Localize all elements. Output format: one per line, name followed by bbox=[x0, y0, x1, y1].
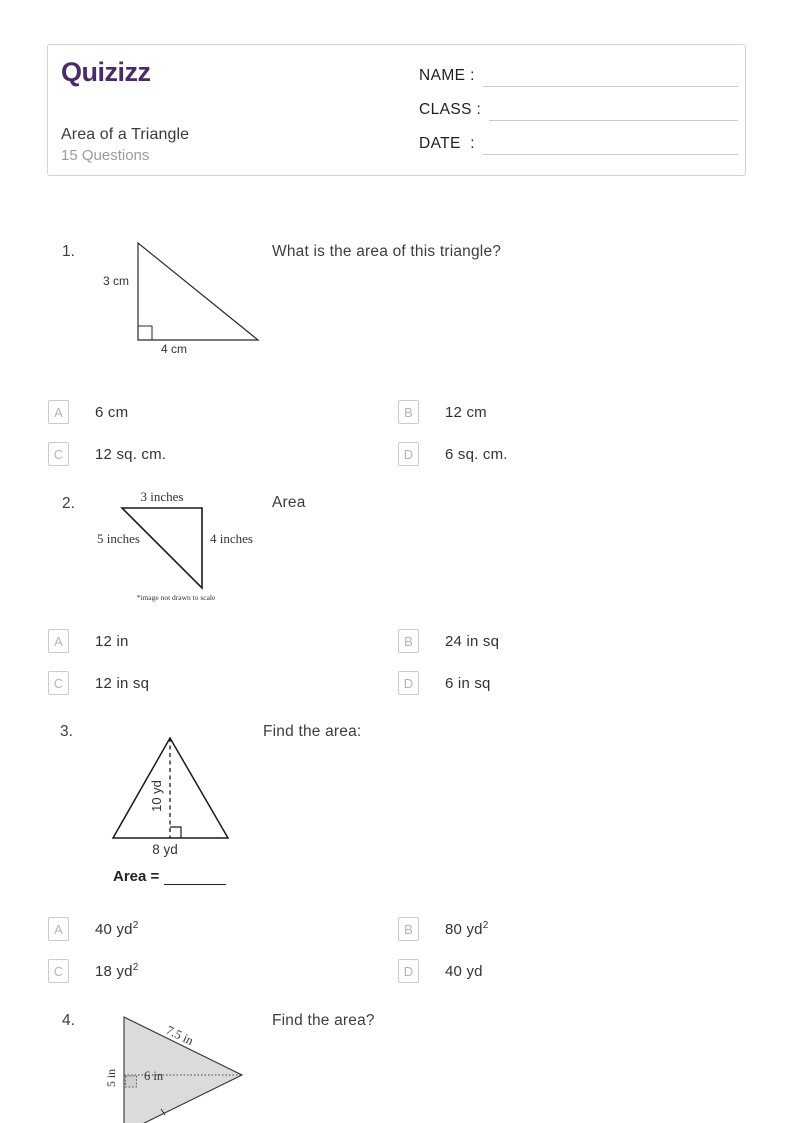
q4-left-side-label: 5 in bbox=[104, 1068, 118, 1088]
q1-option-c bbox=[48, 442, 166, 466]
name-field-row bbox=[419, 63, 738, 87]
q1-option-a-text: 6 cm bbox=[95, 403, 129, 421]
q1-base-label: 4 cm bbox=[161, 342, 188, 356]
question-3-triangle-figure bbox=[105, 730, 247, 862]
question-2-prompt: Area bbox=[272, 494, 306, 511]
q3-area-answer-line bbox=[113, 868, 226, 885]
q3-area-label: Area = bbox=[113, 868, 160, 885]
question-4-triangle-figure bbox=[100, 1014, 255, 1123]
question-1-triangle-figure bbox=[95, 233, 270, 361]
q2-option-d-letter: D bbox=[398, 671, 419, 695]
q1-option-d bbox=[398, 442, 508, 466]
q3-option-d-letter: D bbox=[398, 959, 419, 983]
q2-option-b-text: 24 in sq bbox=[445, 632, 500, 650]
q2-option-a-letter: A bbox=[48, 629, 69, 653]
q1-option-c-text: 12 sq. cm. bbox=[95, 445, 167, 463]
date-field-label: DATE : bbox=[419, 135, 475, 152]
q3-option-a-letter: A bbox=[48, 917, 69, 941]
q3-option-b-superscript: 2 bbox=[482, 920, 489, 931]
q2-option-a-text: 12 in bbox=[95, 632, 129, 650]
name-write-line bbox=[483, 67, 738, 87]
worksheet-title: Area of a Triangle bbox=[61, 126, 190, 143]
q1-option-b-letter: B bbox=[398, 400, 419, 424]
question-3-number: 3. bbox=[60, 723, 73, 740]
right-triangle-shape bbox=[138, 243, 258, 340]
question-1-prompt: What is the area of this triangle? bbox=[272, 243, 502, 260]
q3-option-d-text: 40 yd bbox=[445, 962, 483, 980]
q3-base-label: 8 yd bbox=[152, 842, 178, 857]
q2-option-a bbox=[48, 629, 129, 653]
q2-option-b bbox=[398, 629, 499, 653]
question-4-prompt: Find the area? bbox=[272, 1012, 375, 1029]
class-field-label: CLASS : bbox=[419, 101, 482, 118]
q3-option-a-superscript: 2 bbox=[132, 920, 139, 931]
question-count: 15 Questions bbox=[61, 147, 150, 164]
q2-option-c-text: 12 in sq bbox=[95, 674, 150, 692]
q3-option-c-letter: C bbox=[48, 959, 69, 983]
q2-top-side-label: 3 inches bbox=[140, 489, 184, 504]
question-2-triangle-figure bbox=[88, 487, 270, 607]
q2-option-c-letter: C bbox=[48, 671, 69, 695]
q3-option-a-text: 40 $yd^2$ bbox=[95, 920, 139, 938]
q2-option-d bbox=[398, 671, 491, 695]
q2-option-d-text: 6 in sq bbox=[445, 674, 491, 692]
q1-option-d-letter: D bbox=[398, 442, 419, 466]
q3-option-c bbox=[48, 959, 138, 983]
date-field-row bbox=[419, 131, 738, 155]
q3-height-label: 10 yd bbox=[149, 780, 164, 812]
question-4-number: 4. bbox=[62, 1012, 75, 1029]
q3-option-c-superscript: 2 bbox=[132, 962, 139, 973]
right-angle-marker bbox=[126, 1076, 137, 1087]
question-3-prompt: Find the area: bbox=[263, 723, 362, 740]
q3-option-b bbox=[398, 917, 488, 941]
q3-option-b-letter: B bbox=[398, 917, 419, 941]
q2-hypotenuse-label: 5 inches bbox=[97, 531, 140, 546]
q4-hypotenuse-label: 7.5 in bbox=[163, 1022, 196, 1048]
q1-option-b bbox=[398, 400, 487, 424]
q2-option-c bbox=[48, 671, 149, 695]
right-triangle-shape bbox=[122, 508, 202, 588]
q2-figure-caption: *image not drawn to scale bbox=[136, 593, 216, 602]
q1-height-label: 3 cm bbox=[103, 274, 130, 288]
question-2-number: 2. bbox=[62, 495, 75, 512]
class-write-line bbox=[489, 101, 738, 121]
q3-option-b-text: 80 $yd^2$ bbox=[445, 920, 489, 938]
q1-option-a-letter: A bbox=[48, 400, 69, 424]
quizizz-logo: Quizizz bbox=[61, 57, 151, 87]
right-angle-marker bbox=[170, 827, 181, 838]
q3-option-a bbox=[48, 917, 138, 941]
question-1-number: 1. bbox=[62, 243, 75, 260]
q3-area-write-line bbox=[164, 869, 226, 885]
q3-option-c-text: 18 $yd^2$ bbox=[95, 962, 139, 980]
header-card bbox=[47, 44, 746, 176]
q3-option-d bbox=[398, 959, 483, 983]
name-field-label: NAME : bbox=[419, 67, 475, 84]
q4-height-label: 6 in bbox=[144, 1069, 164, 1083]
date-write-line bbox=[483, 135, 738, 155]
q1-option-b-text: 12 cm bbox=[445, 403, 487, 421]
q1-option-d-text: 6 sq. cm. bbox=[445, 445, 508, 463]
q1-option-a bbox=[48, 400, 128, 424]
right-angle-marker bbox=[138, 326, 152, 340]
q2-option-b-letter: B bbox=[398, 629, 419, 653]
q2-right-side-label: 4 inches bbox=[210, 531, 253, 546]
q1-option-c-letter: C bbox=[48, 442, 69, 466]
class-field-row bbox=[419, 97, 738, 121]
